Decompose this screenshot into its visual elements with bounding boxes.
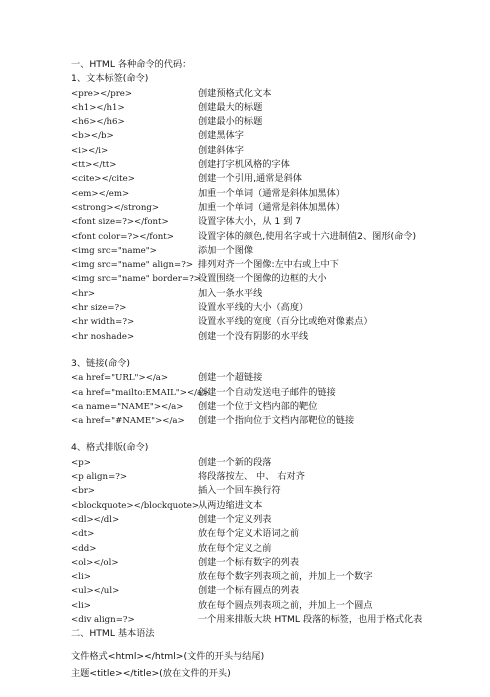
document-content xyxy=(71,58,486,682)
command-code: <em></em> xyxy=(71,188,130,199)
command-code: <br> xyxy=(71,486,96,497)
command-row xyxy=(71,613,486,627)
command-description: 加重一个单词（通常是斜体加黑体） xyxy=(198,187,345,199)
command-row xyxy=(71,414,486,428)
command-description: 设置字体大小，从 1 到 7 xyxy=(198,216,302,228)
command-code: <dd> xyxy=(71,543,97,554)
command-description: 将段落按左、 中、 右对齐 xyxy=(198,471,305,483)
command-description: 创建一个标有数字的列表 xyxy=(198,556,300,568)
command-description: 创建一个自动发送电子邮件的链接 xyxy=(198,386,336,398)
command-code: <font color=?></font> xyxy=(71,231,174,242)
command-code: <a name="NAME"></a> xyxy=(71,401,184,412)
command-code: <hr noshade> xyxy=(71,331,135,342)
command-row xyxy=(71,244,486,258)
command-row xyxy=(71,371,486,385)
section-text-tags-title: 1、文本标签(命令) xyxy=(71,73,149,85)
command-description: 创建一个引用,通常是斜体 xyxy=(198,173,302,185)
command-description: 创建预格式化文本 xyxy=(198,87,272,99)
command-code: <ul></ul> xyxy=(71,586,120,597)
command-description: 创建最小的标题 xyxy=(198,116,263,128)
command-row xyxy=(71,527,486,541)
command-row xyxy=(71,584,486,598)
command-row xyxy=(71,330,486,344)
command-row xyxy=(71,129,486,143)
command-row xyxy=(71,158,486,172)
command-code: <b></b> xyxy=(71,131,114,142)
command-description: 插入一个回车换行符 xyxy=(198,485,281,497)
command-row xyxy=(71,400,486,414)
command-code: <hr width=?> xyxy=(71,317,135,328)
command-description: 创建一个没有阴影的水平线 xyxy=(198,330,309,342)
command-description: 创建打字机风格的字体 xyxy=(198,159,290,171)
command-code: <tt></tt> xyxy=(71,160,117,171)
command-row xyxy=(71,272,486,286)
section-formatting-title: 4、格式排版(命令) xyxy=(71,442,149,454)
command-row xyxy=(71,470,486,484)
command-description: 设置围绕一个图像的边框的大小 xyxy=(198,273,327,285)
command-code: <p align=?> xyxy=(71,472,128,483)
command-description: 设置水平线的宽度（百分比或绝对像素点） xyxy=(198,316,373,328)
command-row xyxy=(71,215,486,229)
command-row xyxy=(71,315,486,329)
command-description: 创建斜体字 xyxy=(198,144,244,156)
command-row xyxy=(71,301,486,315)
command-row xyxy=(71,287,486,301)
command-row xyxy=(71,230,486,244)
command-code: <cite></cite> xyxy=(71,174,135,185)
command-row xyxy=(71,456,486,470)
command-code: <img src="name"> xyxy=(71,245,157,256)
command-row xyxy=(71,499,486,513)
command-code: <dt> xyxy=(71,529,95,540)
command-description: 创建一个超链接 xyxy=(198,372,263,384)
section-links-title: 3、链接(命令) xyxy=(71,357,130,369)
command-description: 创建一个新的段落 xyxy=(198,456,272,468)
command-row xyxy=(71,599,486,613)
command-code: <img src="name" border=?> xyxy=(71,274,201,285)
links-list xyxy=(71,371,486,428)
formatting-list xyxy=(71,456,486,628)
command-code: <dl></dl> xyxy=(71,514,120,525)
command-row xyxy=(71,87,486,101)
command-code: <li> xyxy=(71,572,91,583)
command-code: <strong></strong> xyxy=(71,202,160,213)
command-row xyxy=(71,201,486,215)
basics-line: 主题<title></title>(放在文件的开头) xyxy=(71,667,231,679)
heading-html-commands: 一、HTML 各种命令的代码： xyxy=(71,59,192,70)
command-code: <p> xyxy=(71,457,91,468)
command-row xyxy=(71,187,486,201)
command-description: 创建一个位于文档内部的靶位 xyxy=(198,400,318,412)
command-code: <a href="#NAME"></a> xyxy=(71,416,185,427)
command-description: 加入一条水平线 xyxy=(198,287,263,299)
command-row xyxy=(71,484,486,498)
command-code: <hr size=?> xyxy=(71,303,127,314)
command-description: 创建黑体字 xyxy=(198,130,244,142)
command-code: <div align=?> xyxy=(71,614,135,625)
command-row xyxy=(71,101,486,115)
command-row xyxy=(71,172,486,186)
command-code: <blockquote></blockquote> xyxy=(71,500,200,511)
command-description: 从两边缩进文本 xyxy=(198,499,263,511)
command-code: <i></i> xyxy=(71,145,109,156)
command-row xyxy=(71,556,486,570)
command-row xyxy=(71,513,486,527)
heading-html-basics: 二、HTML 基本语法 xyxy=(71,628,155,640)
command-code: <hr> xyxy=(71,288,96,299)
command-row xyxy=(71,542,486,556)
command-description: 放在每个定义术语词之前 xyxy=(198,528,300,540)
command-code: <font size=?></font> xyxy=(71,217,169,228)
command-description: 创建一个指向位于文档内部靶位的链接 xyxy=(198,415,355,427)
command-code: <h6></h6> xyxy=(71,117,125,128)
command-code: <img src="name" align=?> xyxy=(71,260,194,271)
command-code: <a href="URL"></a> xyxy=(71,373,169,384)
command-row xyxy=(71,386,486,400)
command-row xyxy=(71,258,486,272)
command-description: 放在每个数字列表项之前，并加上一个数字 xyxy=(198,571,373,583)
command-description: 排列对齐一个图像:左中右或上中下 xyxy=(198,259,339,271)
command-code: <h1></h1> xyxy=(71,102,125,113)
command-row xyxy=(71,115,486,129)
command-description: 创建一个定义列表 xyxy=(198,513,272,525)
command-description: 设置水平线的大小（高度） xyxy=(198,302,309,314)
command-code: <ol></ol> xyxy=(71,557,119,568)
command-description: 一个用来排版大块 HTML 段落的标签，也用于格式化表 xyxy=(198,613,423,625)
command-description: 放在每个圆点列表项之前，并加上一个圆点 xyxy=(198,599,373,611)
command-code: <a href="mailto:EMAIL"></a> xyxy=(71,387,210,398)
command-description: 创建一个标有圆点的列表 xyxy=(198,585,300,597)
command-description: 设置字体的颜色,使用名字或十六进制值2、图形(命令) xyxy=(198,230,417,242)
command-description: 加重一个单词（通常是斜体加黑体） xyxy=(198,201,345,213)
command-description: 创建最大的标题 xyxy=(198,101,263,113)
text-tags-list xyxy=(71,87,486,344)
basics-list xyxy=(71,648,486,682)
basics-line: 文件格式<html></html>(文件的开头与结尾) xyxy=(71,650,265,662)
command-code: <li> xyxy=(71,600,91,611)
command-row xyxy=(71,144,486,158)
command-description: 添加一个图像 xyxy=(198,244,254,256)
command-code: <pre></pre> xyxy=(71,88,133,99)
command-row xyxy=(71,570,486,584)
command-description: 放在每个定义之前 xyxy=(198,542,272,554)
